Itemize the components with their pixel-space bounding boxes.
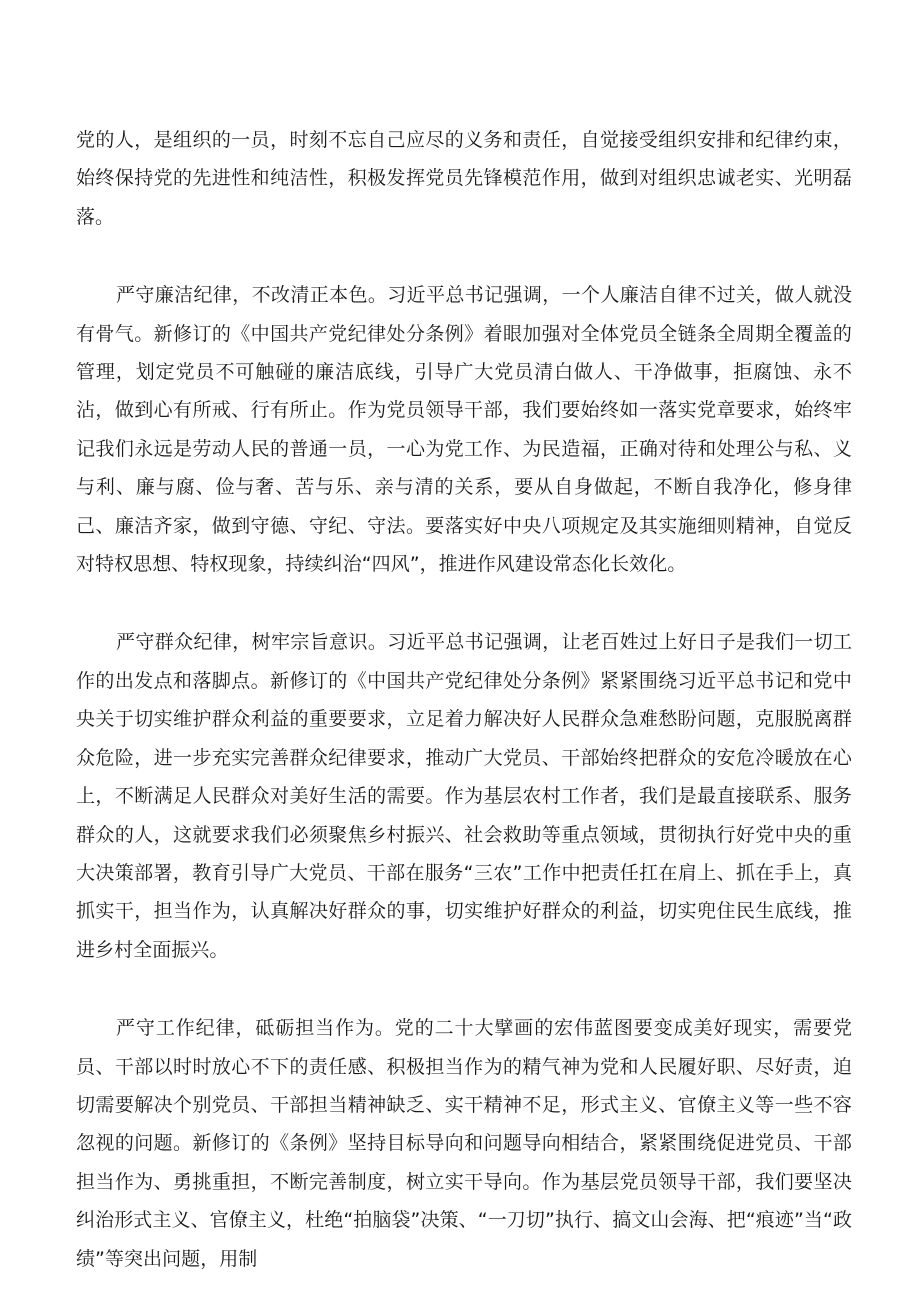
paragraph-mass-discipline: 严守群众纪律，树牢宗旨意识。习近平总书记强调，让老百姓过上好日子是我们一切工作的出发点和落脚点。新修订的《中国共产党纪律处分条例》紧紧围绕习近平总书记和党中央关于切实维护群众利益的重要要求，立足着力解决好人民群众急难愁盼问题，克服脱离群众危险，进一步充实完善群众纪律要求，推动广大党员、干部始终把群众的安危冷暖放在心上，不断满足人民群众对美好生活的需要。作为基层农村工作者，我们是最直接联系、服务群众的人，这就要求我们必须聚焦乡村振兴、社会救助等重点领域，贯彻执行好党中央的重大决策部署，教育引导广大党员、干部在服务“三农”工作中把责任扛在肩上、抓在手上，真抓实干，担当作为，认真解决好群众的事，切实维护好群众的利益，切实兜住民生底线，推进乡村全面振兴。 [76, 631, 852, 961]
paragraph-organization-loyalty: 党的人，是组织的一员，时刻不忘自己应尽的义务和责任，自觉接受组织安排和纪律约束，始终保持党的先进性和纯洁性，积极发挥党员先锋模范作用，做到对组织忠诚老实、光明磊落。 [76, 129, 852, 228]
paragraph-integrity-discipline: 严守廉洁纪律，不改清正本色。习近平总书记强调，一个人廉洁自律不过关，做人就没有骨气。新修订的《中国共产党纪律处分条例》着眼加强对全体党员全链条全周期全覆盖的管理，划定党员不可触碰的廉洁底线，引导广大党员清白做人、干净做事，拒腐蚀、永不沾，做到心有所戒、行有所止。作为党员领导干部，我们要始终如一落实党章要求，始终牢记我们永远是劳动人民的普通一员，一心为党工作、为民造福，正确对待和处理公与私、义与利、廉与腐、俭与奢、苦与乐、亲与清的关系，要从自身做起，不断自我净化，修身律己、廉洁齐家，做到守德、守纪、守法。要落实好中央八项规定及其实施细则精神，自觉反对特权思想、特权现象，持续纠治“四风”，推进作风建设常态化长效化。 [76, 284, 852, 576]
document-body [76, 121, 852, 1278]
paragraph-work-discipline: 严守工作纪律，砥砺担当作为。党的二十大擘画的宏伟蓝图要变成美好现实，需要党员、干部以时时放心不下的责任感、积极担当作为的精气神为党和人民履好职、尽好责，迫切需要解决个别党员、干部担当精神缺乏、实干精神不足，形式主义、官僚主义等一些不容忽视的问题。新修订的《条例》坚持目标导向和问题导向相结合，紧紧围绕促进党员、干部担当作为、勇挑重担，不断完善制度，树立实干导向。作为基层党员领导干部，我们要坚决纠治形式主义、官僚主义，杜绝“拍脑袋”决策、“一刀切”执行、搞文山会海、把“痕迹”当“政绩”等突出问题，用制 [76, 1017, 852, 1270]
